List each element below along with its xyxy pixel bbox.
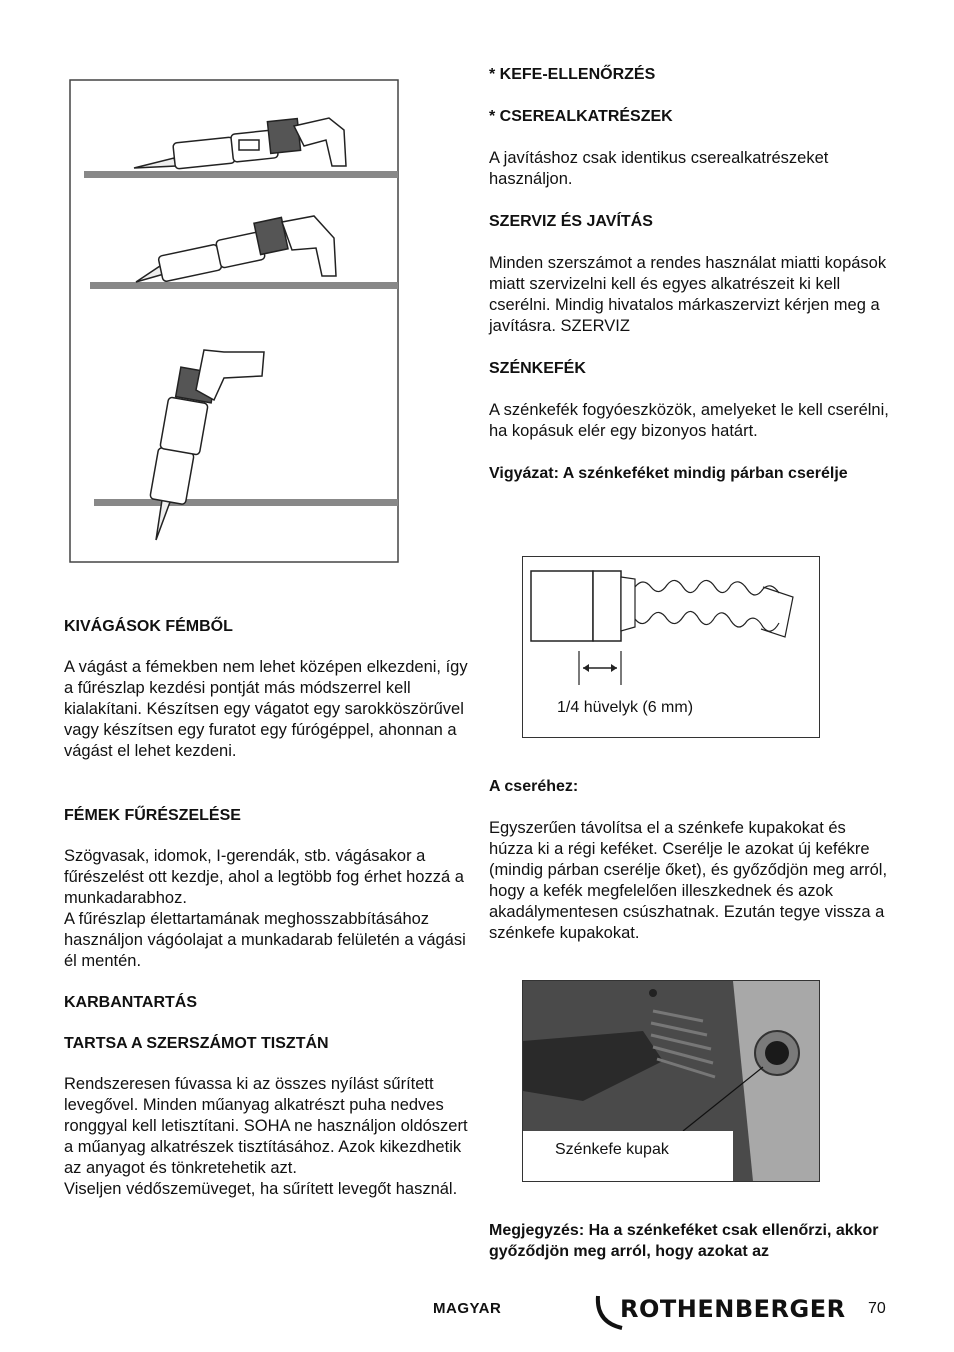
section-heading-metal-cutouts: KIVÁGÁSOK FÉMBŐL [64, 618, 233, 635]
text-service: Minden szerszámot a rendes használat miatti kopások miatt szervizelni kell és egyes alkatrészeit ki kell cserélni. Mindig hivatalos márkaszervizt kérjen meg a javításra. SZERVIZ [489, 254, 887, 335]
heading-carbon-brushes: SZÉNKEFÉK [489, 360, 586, 377]
saw-drawing [64, 70, 410, 570]
section-text-safety-glasses: Viseljen védőszemüveget, ha sűrített levegőt használ. [64, 1180, 458, 1198]
saw-illustration [64, 70, 410, 570]
text-carbon-brushes: A szénkefék fogyóeszközök, amelyeket le kell cserélni, ha kopásuk elér egy bizonyos határt. [489, 401, 889, 440]
section-heading-maintenance: KARBANTARTÁS [64, 994, 198, 1011]
text-spare-parts: A javításhoz csak identikus cserealkatrészeket használjon. [489, 149, 829, 188]
warning-replace-in-pairs: Vigyázat: A szénkeféket mindig párban cserélje [489, 465, 848, 482]
heading-brush-check: * KEFE-ELLENŐRZÉS [489, 66, 656, 83]
section-text-metal-cutouts: A vágást a fémekben nem lehet középen elkezdeni, így a fűrészlap kezdési pontját más módszerrel kell kialakítani. Készítsen egy vágatot egy sarokköszörűvel vagy készítsen egy furatot egy fúrógéppel, ahonnan a vágást el lehet kezdeni. [64, 658, 468, 760]
section-text-blade-life: A fűrészlap élettartamának meghosszabbításához használjon vágóolajat a munkadarab felületén a vágási él mentén. [64, 910, 466, 970]
heading-spare-parts: * CSEREALKATRÉSZEK [489, 108, 673, 125]
brush-cap-photo [522, 980, 820, 1182]
section-heading-metal-sawing: FÉMEK FŰRÉSZELÉSE [64, 807, 241, 824]
note-text: Megjegyzés: Ha a szénkeféket csak ellenőrzi, akkor győződjön meg arról, hogy azokat az [489, 1222, 879, 1260]
heading-service: SZERVIZ ÉS JAVÍTÁS [489, 213, 653, 230]
brand-name: ROTHENBERGER [620, 1295, 846, 1323]
section-heading-keep-clean: TARTSA A SZERSZÁMOT TISZTÁN [64, 1035, 329, 1052]
page-number: 70 [868, 1300, 886, 1317]
heading-for-replacement: A cseréhez: [489, 778, 579, 795]
text-replacement-steps: Egyszerűen távolítsa el a szénkefe kupakokat és húzza ki a régi keféket. Cserélje le azokat új kefékre (mindig párban cserélje őket), és győződjön meg arról, hogy a kefék megfelelően illeszkednek és azok akadálymentesen csúszhatnak. Ezután tegye vissza a szénkefe kupakokat. [489, 819, 888, 942]
footer-language: MAGYAR [433, 1300, 502, 1317]
brush-cap-caption: Szénkefe kupak [555, 1141, 669, 1158]
carbon-brush-figure [522, 556, 820, 738]
section-text-metal-sawing: Szögvasak, idomok, I-gerendák, stb. vágásakor a fűrészelést ott kezdje, ahol a legtöbb fog érhet hozzá a munkadarabhoz. [64, 847, 464, 907]
brush-length-caption: 1/4 hüvelyk (6 mm) [551, 697, 699, 719]
section-text-keep-clean: Rendszeresen fúvassa ki az összes nyílást sűrített levegővel. Minden műanyag alkatrészt puha nedves ronggyal kell letisztítani. SOHA ne használjon oldószert a műanyag alkatrészek tisztításához. Azok kikezdhetik az anyagot és tönkretehetik azt. [64, 1075, 468, 1177]
brand-logo [594, 1292, 844, 1332]
